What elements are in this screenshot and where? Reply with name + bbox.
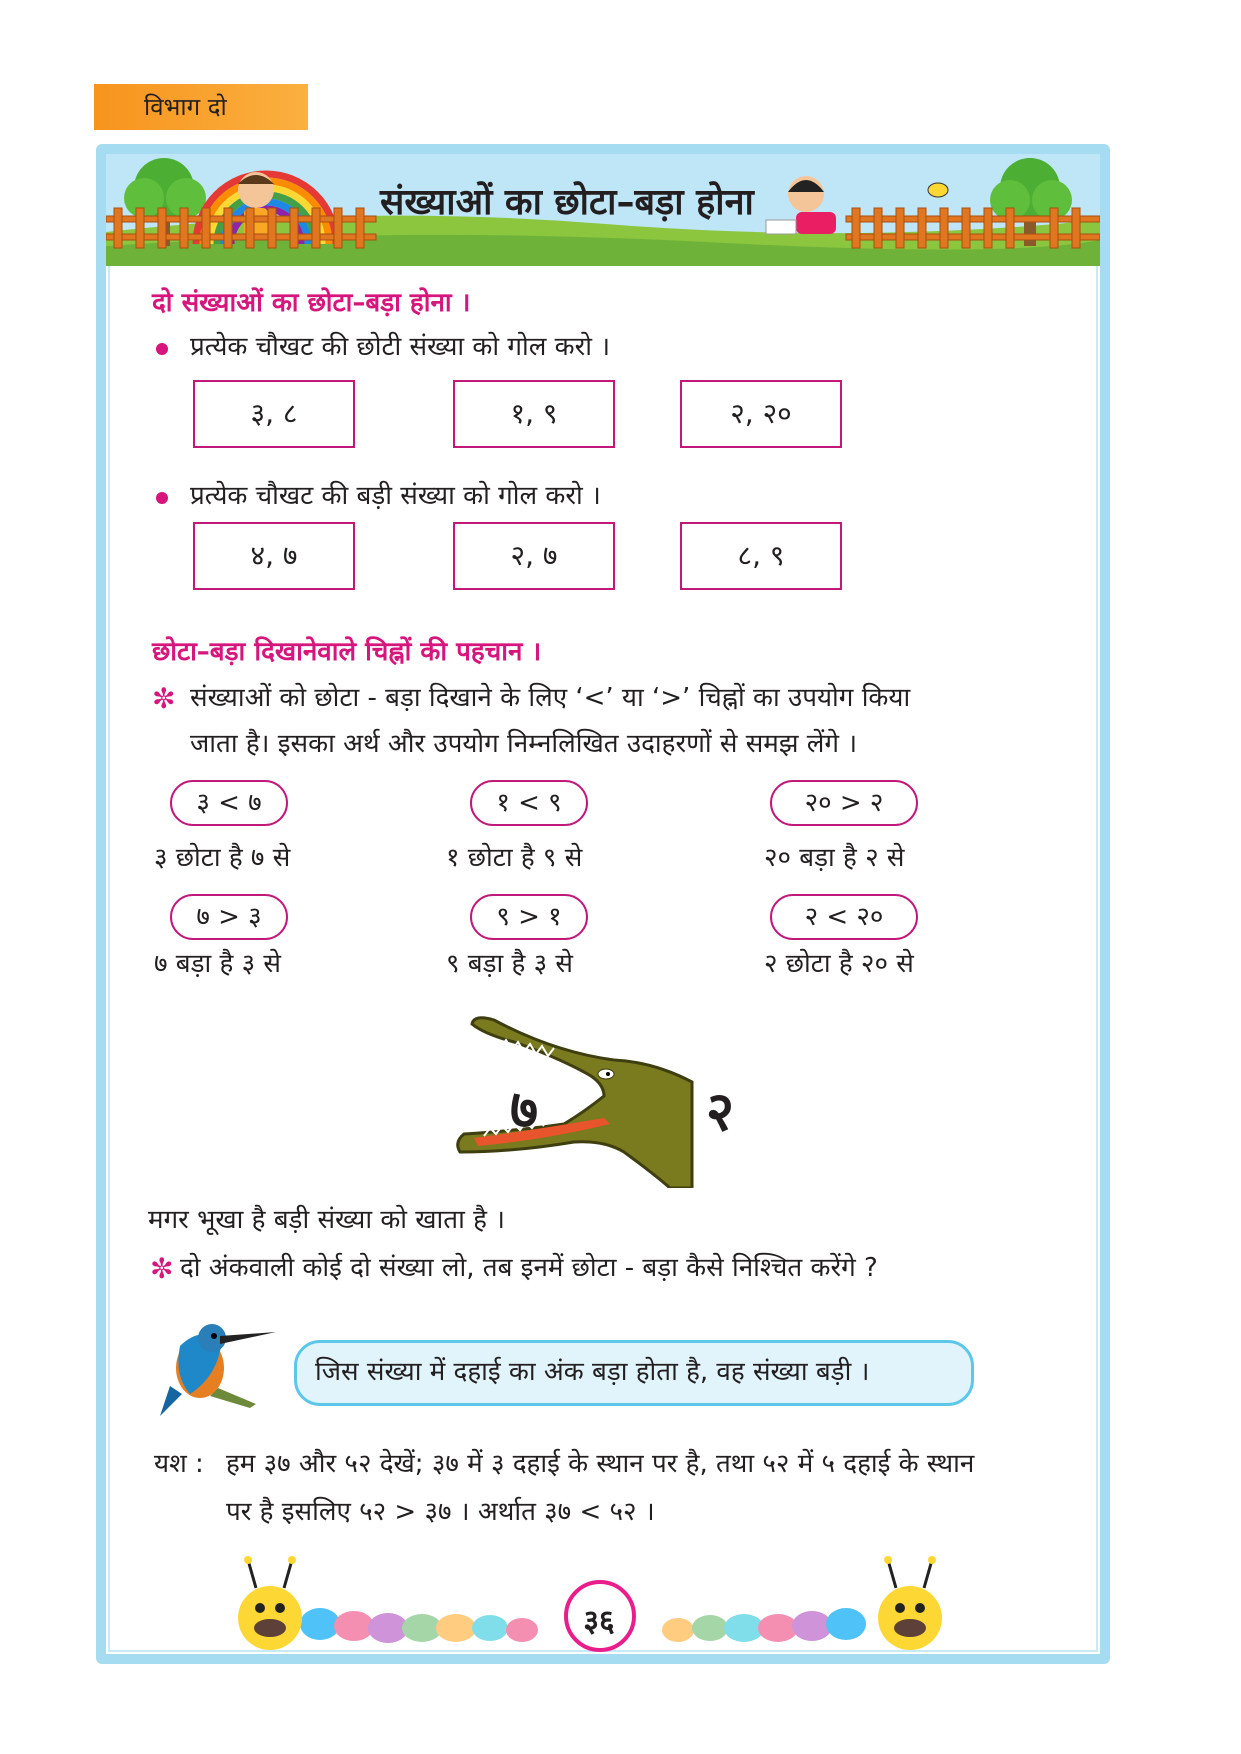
- number-box: ४, ७: [193, 522, 355, 590]
- comparison-caption: ९ बड़ा है ३ से: [446, 949, 573, 979]
- intro-line-2: जाता है। इसका अर्थ और उपयोग निम्नलिखित उदाहरणों से समझ लेंगे ।: [190, 729, 858, 759]
- comparison-pill: ३ < ७: [170, 780, 288, 826]
- heading-symbols: छोटा–बड़ा दिखानेवाले चिह्नों की पहचान ।: [152, 637, 542, 667]
- comparison-pill: २० > २: [770, 780, 918, 826]
- explanation-line-1: हम ३७ और ५२ देखें; ३७ में ३ दहाई के स्थान पर है, तथा ५२ में ५ दहाई के स्थान: [226, 1449, 975, 1479]
- number-box: ३, ८: [193, 380, 355, 448]
- crocodile-illustration: [454, 1012, 744, 1188]
- comparison-caption: २० बड़ा है २ से: [764, 843, 905, 873]
- comparison-pill: २ < २०: [770, 894, 918, 940]
- comparison-pill: १ < ९: [470, 780, 588, 826]
- crocodile-caption: मगर भूखा है बड़ी संख्या को खाता है ।: [148, 1205, 506, 1235]
- comparison-pill: ७ > ३: [170, 894, 288, 940]
- page-number: ३६: [583, 1604, 615, 1639]
- comparison-caption: ७ बड़ा है ३ से: [154, 949, 281, 979]
- crocodile-icon: [454, 1012, 744, 1188]
- instruction-bigger: प्रत्येक चौखट की बड़ी संख्या को गोल करो ।: [190, 481, 601, 511]
- comparison-caption: २ छोटा है २० से: [764, 949, 914, 979]
- number-box: २, ७: [453, 522, 615, 590]
- comparison-caption: ३ छोटा है ७ से: [154, 843, 291, 873]
- page-title: संख्याओं का छोटा–बड़ा होना: [380, 182, 754, 223]
- number-box: ८, ९: [680, 522, 842, 590]
- intro-line-1: संख्याओं को छोटा - बड़ा दिखाने के लिए ‘<’ या ‘>’ चिह्नों का उपयोग किया: [190, 683, 911, 713]
- crocodile-left-number: ७: [510, 1078, 539, 1141]
- speaker-label: यश :: [154, 1449, 204, 1479]
- bullet: [156, 492, 168, 504]
- explanation-line-2: पर है इसलिए ५२ > ३७ । अर्थात ३७ < ५२ ।: [226, 1497, 655, 1527]
- instruction-smaller: प्रत्येक चौखट की छोटी संख्या को गोल करो ।: [190, 332, 611, 362]
- kingfisher-icon: [160, 1316, 276, 1420]
- bird-illustration: [160, 1316, 276, 1420]
- crocodile-right-number: २: [706, 1080, 735, 1143]
- question: दो अंकवाली कोई दो संख्या लो, तब इनमें छोटा - बड़ा कैसे निश्चित करेंगे ?: [180, 1253, 878, 1283]
- asterisk-icon: ✼: [150, 1252, 174, 1285]
- number-box: २, २०: [680, 380, 842, 448]
- comparison-pill: ९ > १: [470, 894, 588, 940]
- tip-box: जिस संख्या में दहाई का अंक बड़ा होता है, वह संख्या बड़ी ।: [294, 1340, 974, 1406]
- heading-compare-two-numbers: दो संख्याओं का छोटा–बड़ा होना ।: [152, 288, 471, 318]
- comparison-caption: १ छोटा है ९ से: [446, 843, 583, 873]
- section-tag: विभाग दो: [94, 84, 308, 130]
- asterisk-icon: ✼: [152, 682, 176, 715]
- bullet: [156, 343, 168, 355]
- number-box: १, ९: [453, 380, 615, 448]
